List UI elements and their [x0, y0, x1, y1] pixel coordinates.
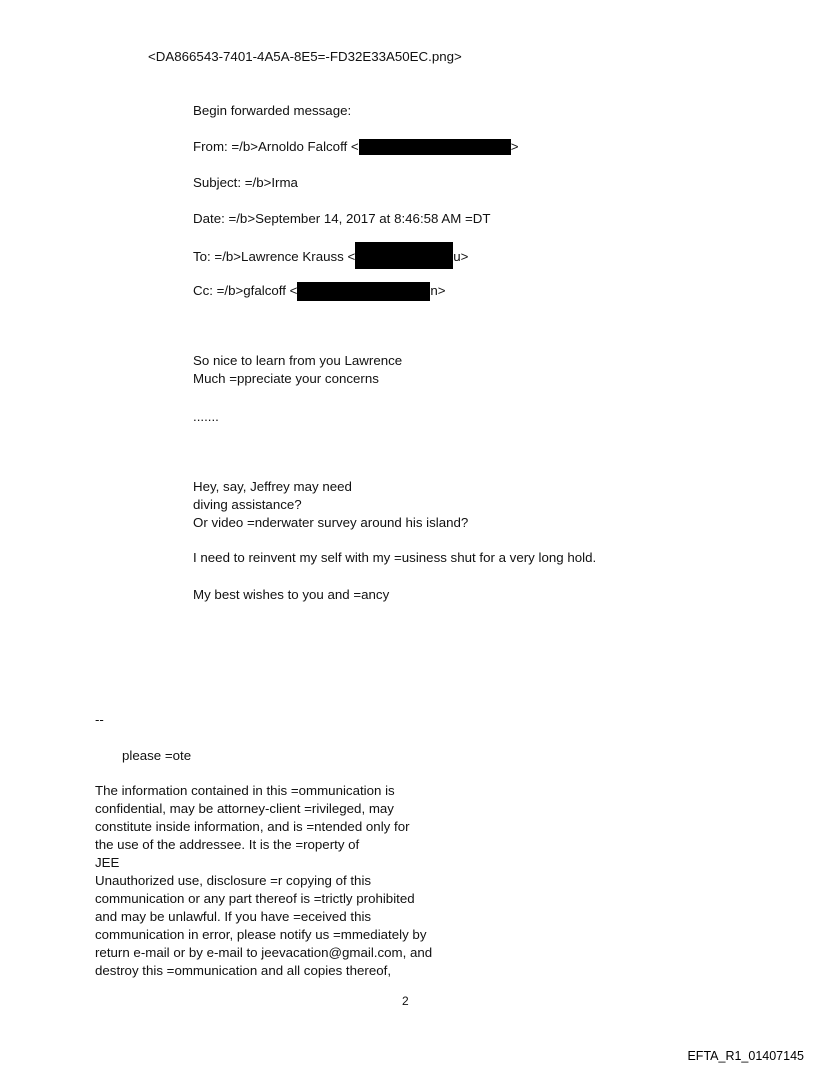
from-line	[193, 138, 518, 156]
redaction-box	[297, 282, 430, 301]
cc-line	[193, 282, 446, 301]
disclaimer-line: return e-mail or by e-mail to jeevacation@gmail.com, and	[95, 945, 433, 960]
to-text: To: =/b>Lawrence Krauss <	[193, 249, 356, 265]
body-line: Hey, say, Jeffrey may need	[193, 479, 352, 494]
body-ellipsis: .......	[193, 409, 219, 424]
body-line: So nice to learn from you Lawrence	[193, 353, 403, 368]
body-paragraph-1	[193, 352, 402, 388]
to-line	[193, 246, 468, 269]
from-suffix: >	[510, 139, 519, 154]
cc-text: Cc: =/b>gfalcoff <	[193, 283, 298, 299]
redaction-box	[355, 242, 453, 269]
body-paragraph-2	[193, 478, 468, 532]
to-suffix: u>	[453, 249, 469, 265]
disclaimer-line: communication in error, please notify us =mmediately by	[95, 927, 427, 942]
disclaimer	[95, 782, 432, 980]
from-text: From: =/b>Arnoldo Falcoff <	[193, 139, 359, 154]
body-line: diving assistance?	[193, 497, 302, 512]
body-line: Or video =nderwater survey around his island?	[193, 515, 469, 530]
disclaimer-line: constitute inside information, and is =ntended only for	[95, 819, 410, 834]
forward-intro: Begin forwarded message:	[193, 103, 352, 118]
signature-note: please =ote	[122, 748, 192, 763]
disclaimer-line: the use of the addressee. It is the =roperty of	[95, 837, 360, 852]
footer-id: EFTA_R1_01407145	[687, 1049, 804, 1063]
body-paragraph-3: I need to reinvent my self with my =usiness shut for a very long hold.	[193, 550, 597, 565]
disclaimer-line: confidential, may be attorney-client =rivileged, may	[95, 801, 394, 816]
disclaimer-line: communication or any part thereof is =trictly prohibited	[95, 891, 415, 906]
page-number: 2	[402, 994, 409, 1008]
disclaimer-line: destroy this =ommunication and all copies thereof,	[95, 963, 392, 978]
attachment-name: <DA866543-7401-4A5A-8E5=-FD32E33A50EC.png>	[148, 49, 462, 64]
body-line: Much =ppreciate your concerns	[193, 371, 379, 386]
cc-suffix: n>	[430, 283, 446, 299]
signature-separator: --	[95, 712, 104, 727]
redaction-box	[359, 139, 511, 155]
disclaimer-line: The information contained in this =ommunication is	[95, 783, 395, 798]
body-paragraph-4: My best wishes to you and =ancy	[193, 587, 390, 602]
disclaimer-line: Unauthorized use, disclosure =r copying of this	[95, 873, 372, 888]
date-line: Date: =/b>September 14, 2017 at 8:46:58 AM =DT	[193, 211, 491, 226]
disclaimer-line: JEE	[95, 855, 120, 870]
subject-line: Subject: =/b>Irma	[193, 175, 298, 190]
disclaimer-line: and may be unlawful. If you have =eceived this	[95, 909, 372, 924]
